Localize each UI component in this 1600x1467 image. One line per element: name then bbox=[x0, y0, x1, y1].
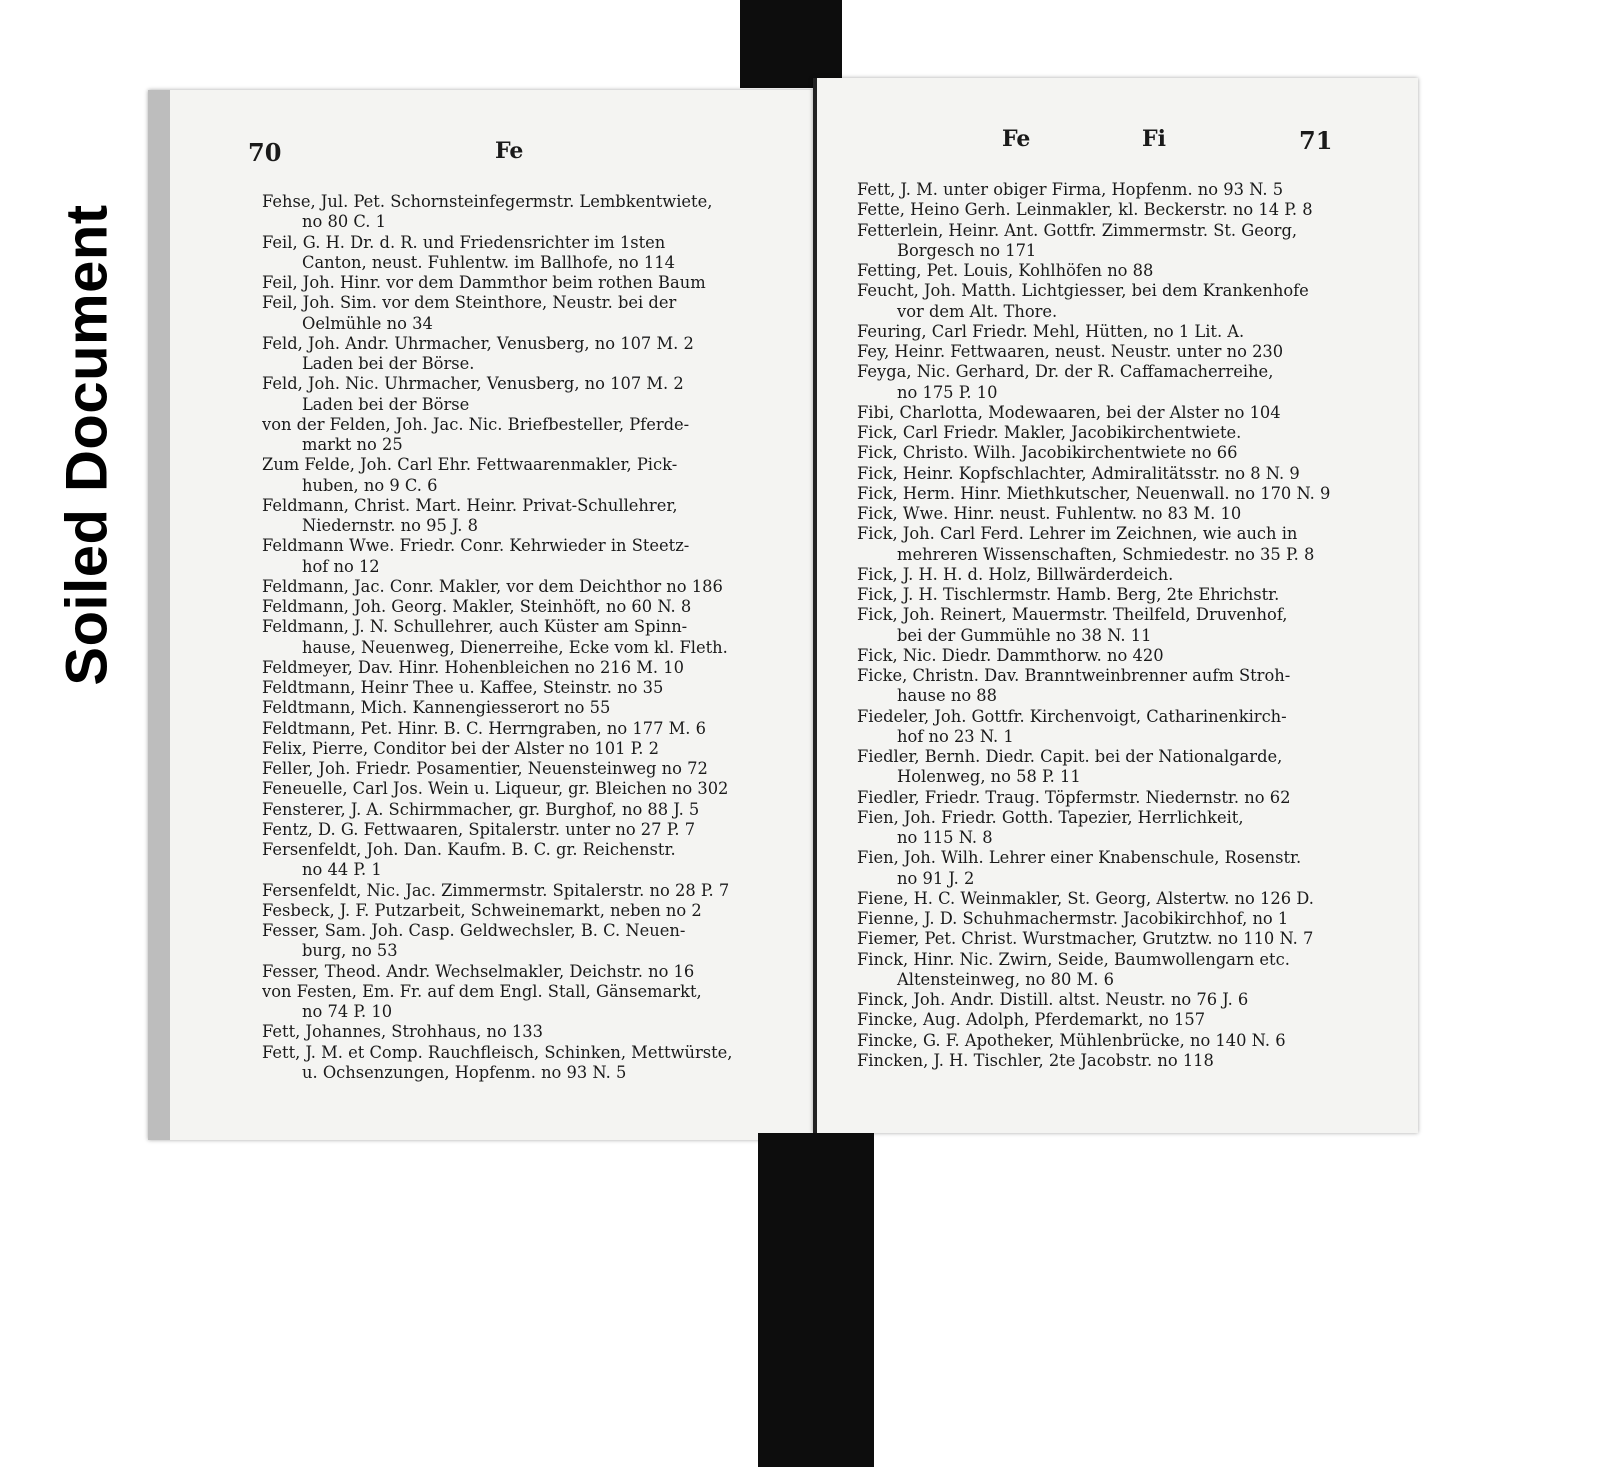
directory-entry-line: Fesbeck, J. F. Putzarbeit, Schweinemarkt, neben no 2 bbox=[262, 900, 702, 920]
page-number-right: 71 bbox=[1299, 126, 1333, 155]
directory-entry-line: Feucht, Joh. Matth. Lichtgiesser, bei dem Krankenhofe bbox=[857, 281, 1309, 301]
directory-entry-line: Canton, neust. Fuhlentw. im Ballhofe, no 114 bbox=[302, 252, 675, 272]
directory-entry-line: Feldmann, Jac. Conr. Makler, vor dem Deichthor no 186 bbox=[262, 576, 723, 596]
directory-entry-line: Fett, J. M. et Comp. Rauchfleisch, Schinken, Mettwürste, bbox=[262, 1042, 733, 1062]
directory-entry-line: Fetting, Pet. Louis, Kohlhöfen no 88 bbox=[857, 261, 1154, 280]
left-page bbox=[148, 90, 813, 1140]
directory-entry-line: Fehse, Jul. Pet. Schornsteinfegermstr. Lembkentwiete, bbox=[262, 192, 713, 211]
directory-entry-line: Feldmann, J. N. Schullehrer, auch Küster am Spinn- bbox=[262, 617, 688, 637]
directory-entry-line: u. Ochsenzungen, Hopfenm. no 93 N. 5 bbox=[302, 1062, 627, 1082]
directory-entry-line: Fick, Nic. Diedr. Dammthorw. no 420 bbox=[857, 645, 1164, 665]
directory-entry-line: Fibi, Charlotta, Modewaaren, bei der Alster no 104 bbox=[857, 402, 1281, 422]
directory-entry-line: Laden bei der Börse bbox=[302, 394, 470, 414]
directory-entry-line: Fersenfeldt, Joh. Dan. Kaufm. B. C. gr. Reichenstr. bbox=[262, 840, 676, 859]
directory-entry-line: huben, no 9 C. 6 bbox=[302, 475, 438, 495]
directory-entry-line: Altensteinweg, no 80 M. 6 bbox=[897, 969, 1114, 989]
directory-entry-line: Fien, Joh. Friedr. Gotth. Tapezier, Herrlichkeit, bbox=[857, 807, 1244, 827]
directory-entry-line: Fick, Joh. Reinert, Mauermstr. Theilfeld, Druvenhof, bbox=[857, 605, 1288, 625]
directory-entry-line: von Festen, Em. Fr. auf dem Engl. Stall, Gänsemarkt, bbox=[262, 981, 702, 1001]
directory-entry-line: Feneuelle, Carl Jos. Wein u. Liqueur, gr. Bleichen no 302 bbox=[262, 779, 729, 799]
directory-entry-line: mehreren Wissenschaften, Schmiedestr. no 35 P. 8 bbox=[897, 544, 1315, 564]
directory-entry-line: Feldmann Wwe. Friedr. Conr. Kehrwieder in Steetz- bbox=[262, 536, 690, 556]
directory-entry-line: no 91 J. 2 bbox=[897, 868, 975, 888]
directory-entry-line: Feller, Joh. Friedr. Posamentier, Neuensteinweg no 72 bbox=[262, 759, 708, 778]
directory-entry-line: Fesser, Theod. Andr. Wechselmakler, Deichstr. no 16 bbox=[262, 961, 695, 981]
directory-entry-line: Holenweg, no 58 P. 11 bbox=[897, 767, 1081, 787]
directory-entry-line: Fincke, Aug. Adolph, Pferdemarkt, no 157 bbox=[857, 1010, 1206, 1030]
directory-entry-line: markt no 25 bbox=[302, 435, 403, 454]
directory-entry-line: Fiemer, Pet. Christ. Wurstmacher, Grutztw. no 110 N. 7 bbox=[857, 929, 1314, 949]
directory-entry-line: Felix, Pierre, Conditor bei der Alster no 101 P. 2 bbox=[262, 738, 660, 758]
running-head-right-first: Fe bbox=[1002, 126, 1031, 152]
directory-entry-line: Fiedler, Friedr. Traug. Töpfermstr. Niedernstr. no 62 bbox=[857, 787, 1291, 807]
directory-entry-line: Fetterlein, Heinr. Ant. Gottfr. Zimmermstr. St. Georg, bbox=[857, 220, 1298, 240]
directory-entry-line: Finck, Hinr. Nic. Zwirn, Seide, Baumwollengarn etc. bbox=[857, 949, 1290, 969]
directory-entry-line: Fesser, Sam. Joh. Casp. Geldwechsler, B. C. Neuen- bbox=[262, 921, 686, 940]
open-book bbox=[148, 78, 1420, 1143]
directory-entry-line: Fentz, D. G. Fettwaaren, Spitalerstr. unter no 27 P. 7 bbox=[262, 819, 696, 839]
directory-entry-line: Ficke, Christn. Dav. Branntweinbrenner aufm Stroh- bbox=[857, 666, 1291, 685]
directory-entry-line: Feldmann, Joh. Georg. Makler, Steinhöft, no 60 N. 8 bbox=[262, 597, 692, 616]
stamp-label: Soiled Document bbox=[54, 204, 120, 686]
directory-entry-line: Fick, J. H. Tischlermstr. Hamb. Berg, 2te Ehrichstr. bbox=[857, 585, 1280, 604]
directory-entry-line: Fick, Wwe. Hinr. neust. Fuhlentw. no 83 M. 10 bbox=[857, 504, 1242, 523]
directory-entries-left bbox=[262, 192, 797, 1083]
directory-entry-line: Fette, Heino Gerh. Leinmakler, kl. Beckerstr. no 14 P. 8 bbox=[857, 200, 1313, 220]
directory-entry-line: Feldmeyer, Dav. Hinr. Hohenbleichen no 216 M. 10 bbox=[262, 657, 684, 677]
directory-entry-line: Fiedler, Bernh. Diedr. Capit. bei der Nationalgarde, bbox=[857, 747, 1283, 766]
directory-entry-line: Fien, Joh. Wilh. Lehrer einer Knabenschule, Rosenstr. bbox=[857, 848, 1302, 868]
directory-entry-line: no 74 P. 10 bbox=[302, 1002, 393, 1021]
directory-entry-line: no 175 P. 10 bbox=[897, 382, 998, 402]
directory-entry-line: hause no 88 bbox=[897, 686, 998, 706]
binding-tape-top bbox=[740, 0, 842, 88]
directory-entry-line: Fersenfeldt, Nic. Jac. Zimmermstr. Spitalerstr. no 28 P. 7 bbox=[262, 880, 730, 900]
directory-entry-line: Feldtmann, Pet. Hinr. B. C. Herrngraben, no 177 M. 6 bbox=[262, 718, 706, 738]
directory-entry-line: Fensterer, J. A. Schirmmacher, gr. Burghof, no 88 J. 5 bbox=[262, 799, 700, 819]
directory-entry-line: no 44 P. 1 bbox=[302, 860, 382, 880]
directory-entry-line: Fiedeler, Joh. Gottfr. Kirchenvoigt, Catharinenkirch- bbox=[857, 706, 1287, 726]
directory-entry-line: Laden bei der Börse. bbox=[302, 354, 475, 373]
directory-entry-line: Fick, Herm. Hinr. Miethkutscher, Neuenwall. no 170 N. 9 bbox=[857, 483, 1331, 503]
directory-entry-line: vor dem Alt. Thore. bbox=[897, 301, 1058, 321]
directory-entry-line: Feil, G. H. Dr. d. R. und Friedensrichter im 1sten bbox=[262, 232, 666, 252]
directory-entry-line: Fey, Heinr. Fettwaaren, neust. Neustr. unter no 230 bbox=[857, 342, 1284, 361]
directory-entry-line: hause, Neuenweg, Dienerreihe, Ecke vom kl. Fleth. bbox=[302, 637, 728, 657]
directory-entry-line: Fett, J. M. unter obiger Firma, Hopfenm. no 93 N. 5 bbox=[857, 180, 1284, 199]
directory-entry-line: Fick, Joh. Carl Ferd. Lehrer im Zeichnen, wie auch in bbox=[857, 524, 1298, 544]
directory-entry-line: hof no 12 bbox=[302, 556, 380, 576]
directory-entry-line: hof no 23 N. 1 bbox=[897, 726, 1014, 746]
directory-entry-line: Fick, J. H. H. d. Holz, Billwärderdeich. bbox=[857, 564, 1174, 584]
page-number-left: 70 bbox=[248, 138, 282, 167]
directory-entry-line: Zum Felde, Joh. Carl Ehr. Fettwaarenmakler, Pick- bbox=[262, 455, 678, 475]
directory-entry-line: no 80 C. 1 bbox=[302, 212, 386, 232]
directory-entry-line: Fienne, J. D. Schuhmachermstr. Jacobikirchhof, no 1 bbox=[857, 909, 1289, 928]
directory-entry-line: no 115 N. 8 bbox=[897, 828, 993, 847]
directory-entry-line: Feil, Joh. Sim. vor dem Steinthore, Neustr. bei der bbox=[262, 293, 677, 313]
binding-tape-bottom bbox=[758, 1133, 874, 1467]
directory-entry-line: Fick, Heinr. Kopfschlachter, Admiralitätsstr. no 8 N. 9 bbox=[857, 463, 1300, 483]
directory-entry-line: Feldmann, Christ. Mart. Heinr. Privat-Schullehrer, bbox=[262, 495, 678, 515]
directory-entry-line: Oelmühle no 34 bbox=[302, 313, 433, 333]
directory-entry-line: Feldtmann, Heinr Thee u. Kaffee, Steinstr. no 35 bbox=[262, 678, 664, 697]
directory-entry-line: Fick, Christo. Wilh. Jacobikirchentwiete no 66 bbox=[857, 443, 1238, 463]
directory-entry-line: Feuring, Carl Friedr. Mehl, Hütten, no 1 Lit. A. bbox=[857, 321, 1245, 341]
directory-entry-line: Feyga, Nic. Gerhard, Dr. der R. Caffamacherreihe, bbox=[857, 362, 1274, 382]
directory-entry-line: Fincken, J. H. Tischler, 2te Jacobstr. no 118 bbox=[857, 1050, 1214, 1070]
directory-entry-line: burg, no 53 bbox=[302, 941, 398, 961]
running-head-left: Fe bbox=[495, 138, 524, 164]
directory-entry-line: Fiene, H. C. Weinmakler, St. Georg, Alstertw. no 126 D. bbox=[857, 888, 1314, 908]
soiled-document-stamp bbox=[42, 185, 132, 705]
directory-entry-line: Feldtmann, Mich. Kannengiesserort no 55 bbox=[262, 698, 611, 718]
directory-entries-right bbox=[857, 180, 1392, 1071]
directory-entry-line: Fett, Johannes, Strohhaus, no 133 bbox=[262, 1022, 544, 1042]
directory-entry-line: Feil, Joh. Hinr. vor dem Dammthor beim rothen Baum bbox=[262, 273, 706, 292]
directory-entry-line: bei der Gummühle no 38 N. 11 bbox=[897, 625, 1152, 645]
directory-entry-line: Fick, Carl Friedr. Makler, Jacobikirchentwiete. bbox=[857, 423, 1242, 442]
right-page bbox=[813, 78, 1418, 1133]
directory-entry-line: Feld, Joh. Nic. Uhrmacher, Venusberg, no 107 M. 2 bbox=[262, 374, 684, 394]
directory-entry-line: von der Felden, Joh. Jac. Nic. Briefbesteller, Pferde- bbox=[262, 414, 690, 434]
directory-entry-line: Niedernstr. no 95 J. 8 bbox=[302, 516, 478, 535]
directory-entry-line: Fincke, G. F. Apotheker, Mühlenbrücke, no 140 N. 6 bbox=[857, 1030, 1286, 1050]
directory-entry-line: Borgesch no 171 bbox=[897, 240, 1037, 260]
directory-entry-line: Feld, Joh. Andr. Uhrmacher, Venusberg, no 107 M. 2 bbox=[262, 333, 694, 353]
running-head-right-second: Fi bbox=[1142, 126, 1166, 152]
directory-entry-line: Finck, Joh. Andr. Distill. altst. Neustr. no 76 J. 6 bbox=[857, 990, 1249, 1009]
